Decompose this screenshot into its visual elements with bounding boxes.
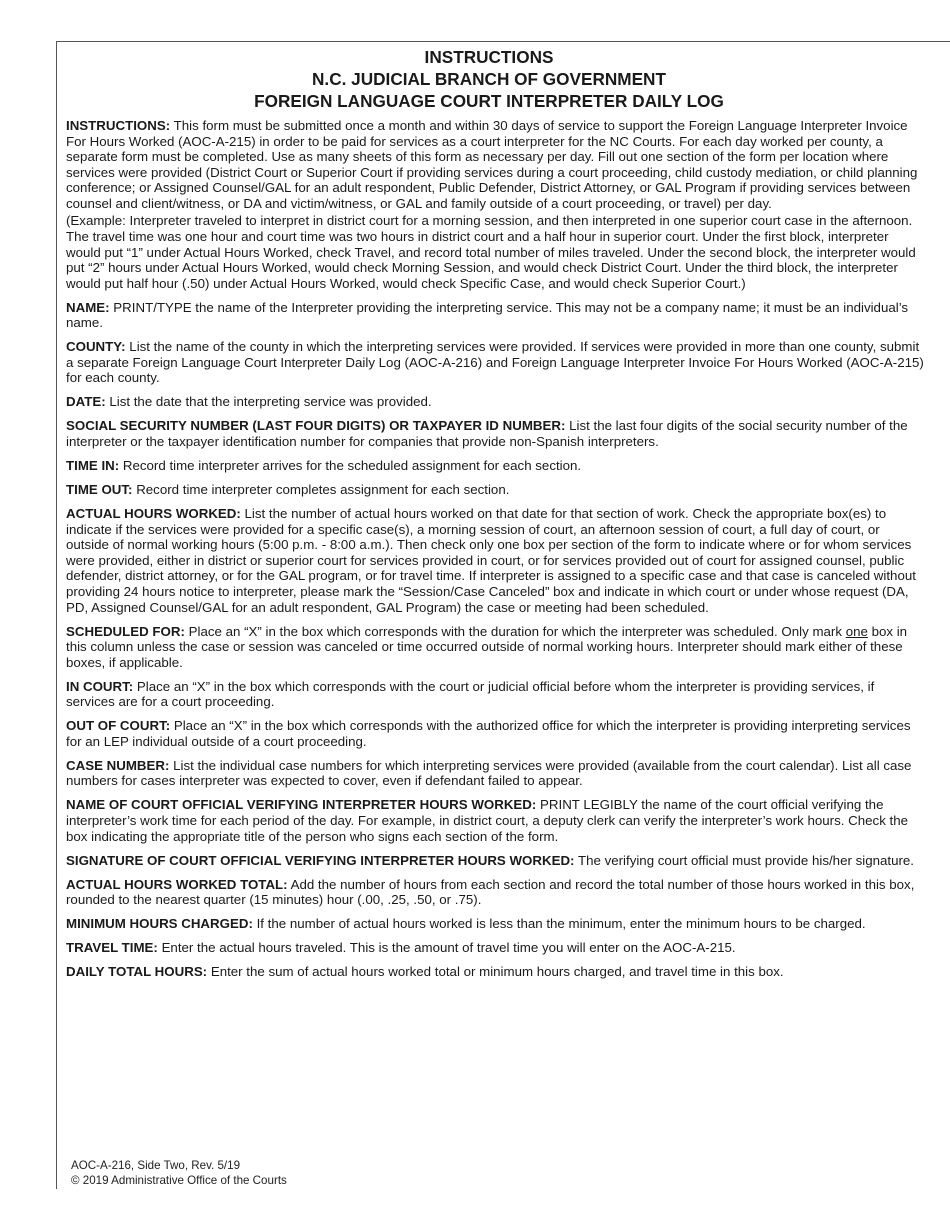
signature-official-text: The verifying court official must provide his/her signature.	[577, 852, 914, 868]
in-court-term: IN COURT:	[66, 678, 134, 694]
hours-total-text: Add the number of hours from each section and record the total number of those hours worked in this box, rounded to the nearest quarter (15 minutes) hour (.00, .25, .50, or .75).	[66, 876, 915, 908]
hours-total-paragraph	[66, 877, 924, 908]
daily-total-text: Enter the sum of actual hours worked total or minimum hours charged, and travel time in this box.	[210, 964, 784, 980]
signature-official-term: SIGNATURE OF COURT OFFICIAL VERIFYING INTERPRETER HOURS WORKED:	[66, 852, 575, 868]
in-court-text: Place an “X” in the box which corresponds with the court or judicial official before whom the interpreter is providing services, if services are for a court proceeding.	[66, 678, 875, 710]
travel-time-paragraph	[66, 940, 924, 956]
scheduled-for-paragraph	[66, 624, 924, 671]
minimum-hours-text: If the number of actual hours worked is less than the minimum, enter the minimum hours to be charged.	[256, 916, 866, 932]
case-number-text: List the individual case numbers for which interpreting services were provided (available from the court calendar). List all case numbers for cases interpreter was expected to cover, even if defendant failed to appear.	[66, 757, 912, 789]
date-term: DATE:	[66, 394, 106, 410]
out-of-court-paragraph	[66, 718, 924, 749]
page-footer	[71, 1159, 471, 1189]
footer-copyright: © 2019 Administrative Office of the Courts	[71, 1173, 287, 1187]
travel-time-text: Enter the actual hours traveled. This is the amount of travel time you will enter on the AOC-A-215.	[161, 940, 736, 956]
case-number-paragraph	[66, 758, 924, 789]
date-paragraph	[66, 394, 924, 410]
out-of-court-term: OUT OF COURT:	[66, 718, 171, 734]
out-of-court-text: Place an “X” in the box which corresponds with the authorized office for which the interpreter is providing interpreting services for an LEP individual outside of a court proceeding.	[66, 718, 911, 749]
name-paragraph	[66, 300, 924, 331]
instructions-paragraph	[66, 118, 924, 212]
header-agency: N.C. JUDICIAL BRANCH OF GOVERNMENT	[312, 69, 666, 89]
daily-total-paragraph	[66, 964, 924, 980]
time-in-term: TIME IN:	[66, 458, 120, 474]
minimum-hours-paragraph	[66, 916, 924, 932]
case-number-term: CASE NUMBER:	[66, 757, 170, 773]
name-text: PRINT/TYPE the name of the Interpreter providing the interpreting service. This may not be a company name; it must be an individual’s name.	[66, 299, 909, 331]
time-in-text: Record time interpreter arrives for the scheduled assignment for each section.	[122, 458, 582, 474]
minimum-hours-term: MINIMUM HOURS CHARGED:	[66, 916, 253, 932]
scheduled-for-text-after: box in this column unless the case or session was canceled or time occurred outside of normal working hours. Interpreter should mark either of these boxes, if applicable.	[66, 623, 908, 670]
frame-left-rule	[56, 41, 57, 1189]
page-header	[56, 46, 922, 112]
county-text: List the name of the county in which the interpreting services were provided. If services were provided in more than one county, submit a separate Foreign Language Court Interpreter Daily Log (AOC-A-216) and Foreign Language Interpreter Invoice For Hours Worked (AOC-A-215) for each county.	[66, 339, 924, 386]
ssn-term: SOCIAL SECURITY NUMBER (LAST FOUR DIGITS) OR TAXPAYER ID NUMBER:	[66, 418, 566, 434]
scheduled-for-underlined-word: one	[845, 623, 868, 639]
time-out-text: Record time interpreter completes assignment for each section.	[136, 482, 510, 498]
time-out-term: TIME OUT:	[66, 482, 133, 498]
travel-time-term: TRAVEL TIME:	[66, 940, 158, 956]
instructions-text: This form must be submitted once a month and within 30 days of service to support the Foreign Language Interpreter Invoice For Hours Worked (AOC-A-215) in order to be paid for services as a court interpreter for the NC Courts. For each day worked per county, a separate form must be completed. Use as many sheets of this form as necessary per day. Fill out one section of the form per location where services were provided (District Court or Superior Court if providing services during a court proceeding, child custody mediation, or child planning conference; or Assigned Counsel/GAL for an adult respondent, Public Defender, District Attorney, or GAL Program if providing services between counsel and client/witness, or DA and victim/witness, or GAL and family outside of a court proceeding, or travel) per day.	[66, 118, 918, 211]
name-official-term: NAME OF COURT OFFICIAL VERIFYING INTERPRETER HOURS WORKED:	[66, 797, 537, 813]
name-term: NAME:	[66, 299, 110, 315]
county-term: COUNTY:	[66, 339, 126, 355]
example-paragraph	[66, 213, 924, 291]
scheduled-for-term: SCHEDULED FOR:	[66, 623, 185, 639]
frame-top-rule	[56, 41, 950, 42]
actual-hours-text: List the number of actual hours worked on that date for that section of work. Check the appropriate box(es) to indicate if the services were provided for a specific case(s), a morning session of court, an afternoon session of court, a full day of court, or outside of normal working hours (5:00 p.m. - 8:00 a.m.). Then check only one box per section of the form to indicate where or for whom services were provided, either in district or superior court for services provided in court, or for services provided out of court for assigned counsel, public defender, district attorney, or for the GAL program, or for travel time. If interpreter is assigned to a specific case and that case is canceled without providing 24 hours notice to interpreter, please mark the “Session/Case Canceled” box and indicate in which court or under whose request (DA, PD, Assigned Counsel/GAL for an adult respondent, GAL Program) the case or meeting had been scheduled.	[66, 506, 916, 615]
hours-total-term: ACTUAL HOURS WORKED TOTAL:	[66, 876, 288, 892]
scheduled-for-text-before: Place an “X” in the box which corresponds with the duration for which the interpreter was scheduled. Only mark	[188, 623, 842, 639]
footer-form-id: AOC-A-216, Side Two, Rev. 5/19	[71, 1159, 241, 1172]
ssn-paragraph	[66, 418, 924, 449]
county-paragraph	[66, 339, 924, 386]
actual-hours-term: ACTUAL HOURS WORKED:	[66, 506, 241, 521]
actual-hours-paragraph	[66, 506, 924, 615]
time-out-paragraph	[66, 482, 924, 498]
time-in-paragraph	[66, 458, 924, 474]
name-official-text: PRINT LEGIBLY the name of the court official verifying the interpreter’s work time for each period of the day. For example, in district court, a deputy clerk can verify the interpreter’s work hours. Check the box indicating the appropriate title of the person who signs each section of the form.	[66, 797, 909, 844]
daily-total-term: DAILY TOTAL HOURS:	[66, 964, 208, 980]
header-title: INSTRUCTIONS	[424, 47, 554, 67]
header-form-title: FOREIGN LANGUAGE COURT INTERPRETER DAILY LOG	[254, 91, 724, 111]
date-text: List the date that the interpreting service was provided.	[109, 394, 432, 410]
example-text: (Example: Interpreter traveled to interpret in district court for a morning session, and then interpreted in one superior court case in the afternoon. The travel time was one hour and court time was two hours in district court and a half hour in superior court. Under the first block, interpreter would put “1” under Actual Hours Worked, check Travel, and record total number of miles traveled. Under the second block, the interpreter would put “2” hours under Actual Hours Worked, would check Morning Session, and would check District Court. Under the third block, the interpreter would put half hour (.50) under Actual Hours Worked, would check Specific Case, and would check Superior Court.)	[66, 213, 916, 291]
instructions-body	[66, 118, 924, 988]
name-official-paragraph	[66, 797, 924, 844]
in-court-paragraph	[66, 679, 924, 710]
ssn-text: List the last four digits of the social security number of the interpreter or the taxpayer identification number for companies that provide non-Spanish interpreters.	[66, 418, 908, 450]
instructions-term: INSTRUCTIONS:	[66, 118, 171, 133]
signature-official-paragraph	[66, 853, 924, 869]
